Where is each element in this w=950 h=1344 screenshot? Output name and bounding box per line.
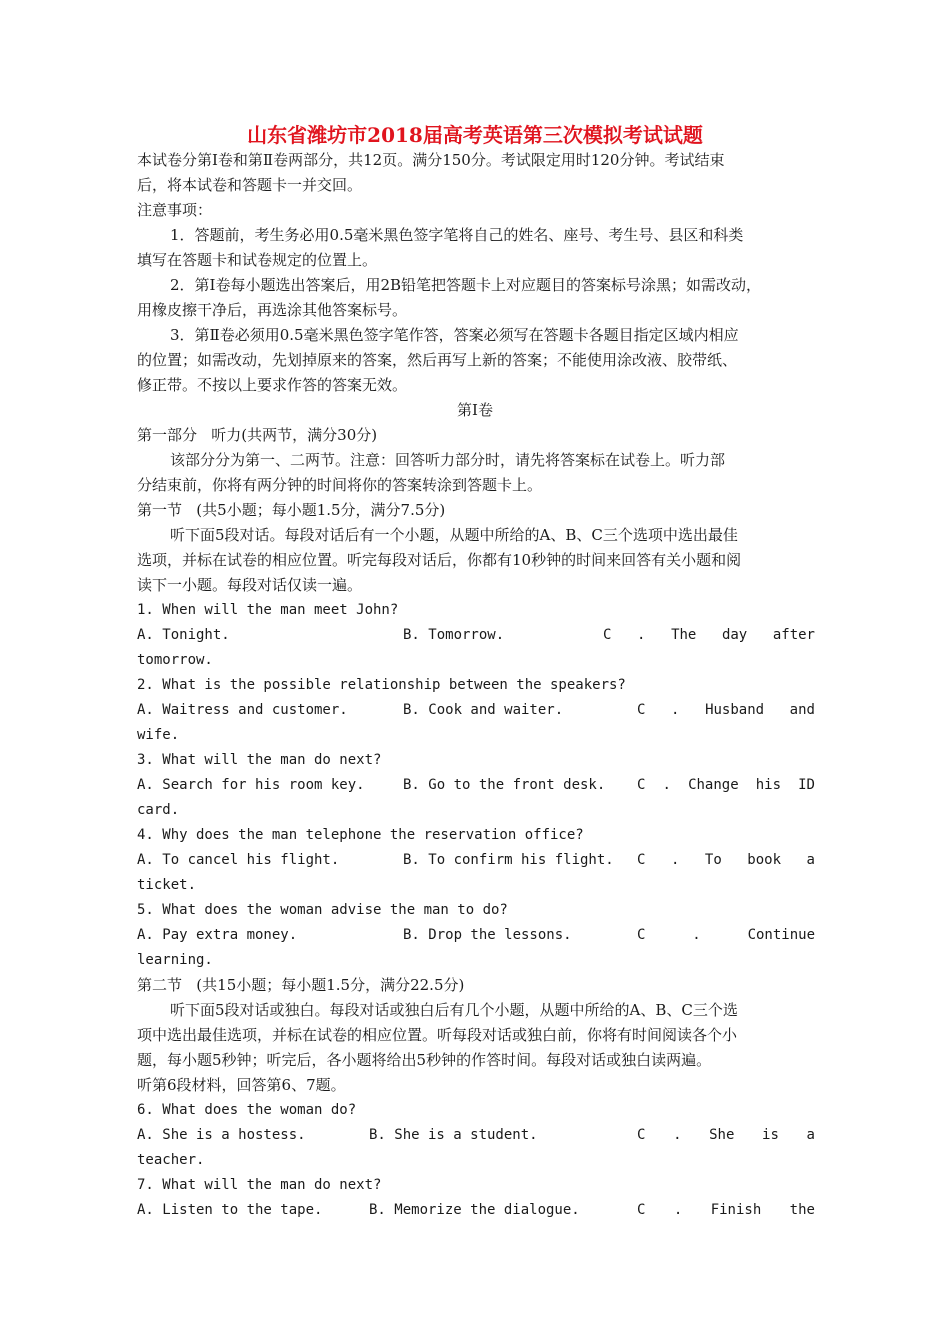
option-a: A. Listen to the tape.	[137, 1202, 323, 1218]
question-stem: 6. What does the woman do?	[137, 1102, 357, 1118]
option-c-word: .	[692, 927, 701, 943]
option-b: B. Cook and waiter.	[403, 702, 564, 718]
option-c-word: .	[662, 777, 671, 793]
option-b: B. She is a student.	[369, 1127, 538, 1143]
option-a: A. Pay extra money.	[137, 927, 298, 943]
option-c-word: The	[671, 627, 697, 643]
option-c-word: C	[637, 702, 646, 718]
part-description: 该部分分为第一、二两节。注意：回答听力部分时，请先将答案标在试卷上。听力部	[170, 451, 726, 469]
section-description: 项中选出最佳选项，并标在试卷的相应位置。听每段对话或独白前，你将有时间阅读各个小	[137, 1026, 738, 1044]
option-a: A. To cancel his flight.	[137, 852, 340, 868]
notice-item: 1．答题前，考生务必用0.5毫米黑色签字笔将自己的姓名、座号、考生号、县区和科类	[170, 226, 744, 244]
option-c	[637, 1123, 815, 1148]
option-a: A. Waitress and customer.	[137, 702, 348, 718]
part-description: 分结束前，你将有两分钟的时间将你的答案转涂到答题卡上。	[137, 476, 543, 494]
question-stem: 5. What does the woman advise the man to do?	[137, 902, 508, 918]
question-stem: 3. What will the man do next?	[137, 752, 382, 768]
section-heading: 第一节 (共5小题；每小题1.5分，满分7.5分)	[137, 501, 446, 519]
option-b: B. To confirm his flight.	[403, 852, 614, 868]
option-c-word: C	[637, 927, 646, 943]
option-c-word: .	[673, 1127, 682, 1143]
option-c-word: Husband	[705, 702, 765, 718]
option-c	[637, 848, 815, 873]
option-c-word: C	[637, 1127, 646, 1143]
question-stem: 7. What will the man do next?	[137, 1177, 382, 1193]
option-c-word: C	[603, 627, 612, 643]
option-a: A. Tonight.	[137, 627, 230, 643]
option-a: A. She is a hostess.	[137, 1127, 306, 1143]
section-description: 选项，并标在试卷的相应位置。听完每段对话后，你都有10秒钟的时间来回答有关小题和阅	[137, 551, 742, 569]
option-c-word: a	[806, 852, 815, 868]
option-c-word: .	[637, 627, 646, 643]
option-c-word: C	[637, 777, 646, 793]
notice-item: 用橡皮擦干净后，再选涂其他答案标号。	[137, 301, 408, 319]
option-c	[637, 773, 815, 798]
option-c-word: C	[637, 852, 646, 868]
option-b: B. Tomorrow.	[403, 627, 505, 643]
option-c-wrap: teacher.	[137, 1152, 205, 1168]
option-c-word: and	[789, 702, 815, 718]
notice-item: 修正带。不按以上要求作答的答案无效。	[137, 376, 408, 394]
intro-line: 后，将本试卷和答题卡一并交回。	[137, 176, 363, 194]
option-c-wrap: ticket.	[137, 877, 197, 893]
option-c-word: a	[806, 1127, 815, 1143]
intro-line: 本试卷分第Ⅰ卷和第Ⅱ卷两部分，共12页。满分150分。考试限定用时120分钟。考试结束	[137, 151, 725, 169]
option-c-word: after	[772, 627, 815, 643]
material-instruction: 听第6段材料，回答第6、7题。	[137, 1076, 346, 1094]
section-description: 题，每小题5秒钟；听完后，各小题将给出5秒钟的作答时间。每段对话或独白读两遍。	[137, 1051, 712, 1069]
option-c-word: C	[637, 1202, 646, 1218]
question-stem: 2. What is the possible relationship between the speakers?	[137, 677, 626, 693]
option-c-word: ID	[798, 777, 815, 793]
page-title: 山东省潍坊市2018届高考英语第三次模拟考试试题	[247, 123, 703, 147]
volume-heading: 第Ⅰ卷	[457, 401, 493, 419]
option-c	[637, 698, 815, 723]
option-c-wrap: wife.	[137, 727, 180, 743]
option-c-word: book	[747, 852, 781, 868]
option-c-word: day	[721, 627, 748, 643]
option-c-word: the	[789, 1202, 815, 1218]
option-c-word: Change	[688, 777, 739, 793]
option-a: A. Search for his room key.	[137, 777, 365, 793]
option-c	[637, 1198, 815, 1223]
notice-heading: 注意事项：	[137, 201, 213, 219]
option-b: B. Drop the lessons.	[403, 927, 572, 943]
notice-item: 填写在答题卡和试卷规定的位置上。	[137, 251, 378, 269]
section-heading: 第二节 (共15小题；每小题1.5分，满分22.5分)	[137, 976, 465, 994]
option-c-word: She	[709, 1127, 735, 1143]
section-description: 读下一小题。每段对话仅读一遍。	[137, 576, 363, 594]
question-stem: 1. When will the man meet John?	[137, 602, 399, 618]
option-c-wrap: tomorrow.	[137, 652, 213, 668]
option-c-word: .	[670, 852, 680, 868]
notice-item: 3．第Ⅱ卷必须用0.5毫米黑色签字笔作答，答案必须写在答题卡各题目指定区域内相应	[170, 326, 739, 344]
option-c-wrap: learning.	[137, 952, 213, 968]
option-b: B. Memorize the dialogue.	[369, 1202, 580, 1218]
section-description: 听下面5段对话或独白。每段对话或独白后有几个小题，从题中所给的A、B、C三个选	[170, 1001, 738, 1019]
option-c	[637, 923, 815, 948]
option-c-wrap: card.	[137, 802, 180, 818]
option-c-word: is	[762, 1127, 779, 1143]
notice-item: 2．第Ⅰ卷每小题选出答案后，用2B铅笔把答题卡上对应题目的答案标号涂黑；如需改动，	[170, 276, 762, 294]
part-heading: 第一部分 听力(共两节，满分30分)	[137, 426, 378, 444]
option-c	[603, 623, 815, 648]
option-c-word: To	[704, 852, 722, 868]
option-b: B. Go to the front desk.	[403, 777, 606, 793]
section-description: 听下面5段对话。每段对话后有一个小题，从题中所给的A、B、C三个选项中选出最佳	[170, 526, 738, 544]
option-c-word: his	[755, 777, 782, 793]
option-c-word: Finish	[710, 1202, 762, 1218]
notice-item: 的位置；如需改动，先划掉原来的答案，然后再写上新的答案；不能使用涂改液、胶带纸、	[137, 351, 738, 369]
question-stem: 4. Why does the man telephone the reservation office?	[137, 827, 584, 843]
option-c-word: .	[673, 1202, 683, 1218]
option-c-word: Continue	[747, 927, 815, 943]
option-c-word: .	[671, 702, 680, 718]
